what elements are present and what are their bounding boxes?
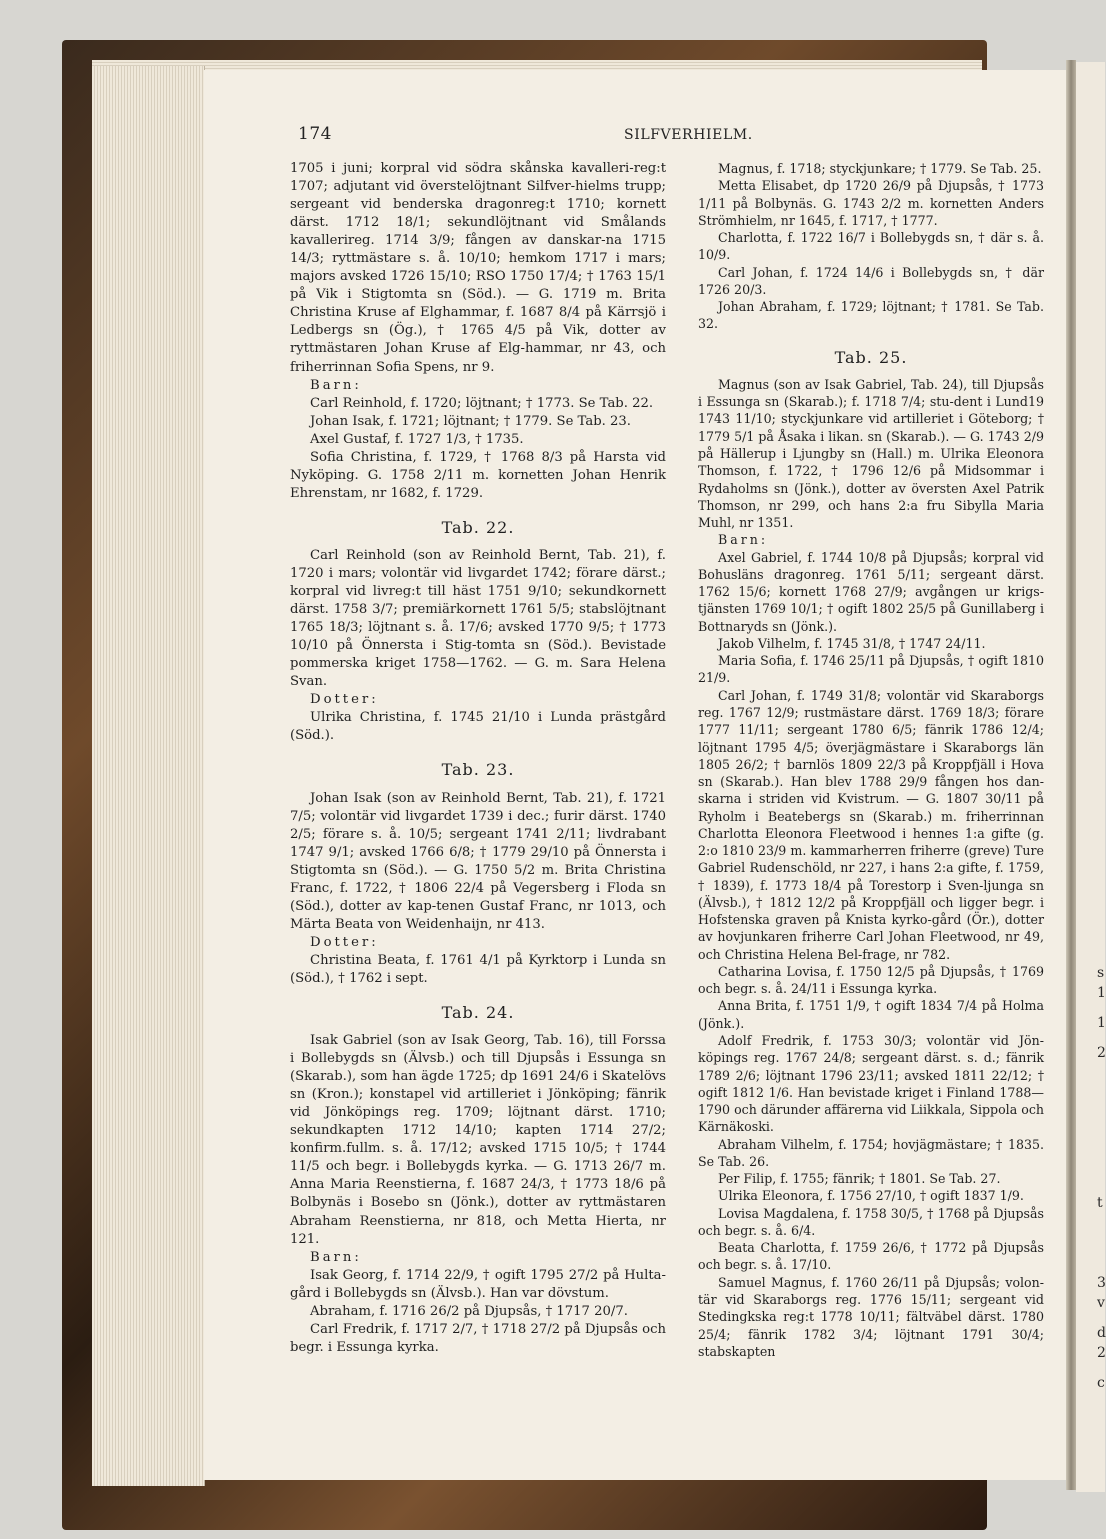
entry-paragraph: Magnus, f. 1718; styckjunkare; † 1779. Se Tab. 25. (718, 161, 1042, 176)
entry-paragraph: Abraham, f. 1716 26/2 på Djupsås, † 1717 20/7. (310, 1303, 628, 1319)
entry-paragraph: Anna Brita, f. 1751 1/9, † ogift 1834 7/4 på Holma (Jönk.). (698, 998, 1044, 1031)
entry-paragraph: Adolf Fredrik, f. 1753 30/3; volontär vid Jön-köpings reg. 1767 24/8; sergeant därst. s. d.; fänrik 1789 2/6; löjtnant 1796 23/11; avsked 1811 22/12; † ogift 1812 1/6. Han bevistade kriget i Finland 1788—1790 och därunder affärerna vid Liikkala, Sippola och Kärnäkoski. (698, 1033, 1044, 1135)
entry-paragraph: Carl Johan, f. 1724 14/6 i Bollebygds sn, † där 1726 20/3. (698, 264, 1044, 297)
table-heading: Tab. 23. (441, 760, 515, 780)
entry-paragraph: Carl Reinhold, f. 1720; löjtnant; † 1773. Se Tab. 22. (310, 395, 654, 411)
section-label: Barn: (718, 532, 769, 548)
entry-paragraph: Abraham Vilhelm, f. 1754; hovjägmästare; † 1835. Se Tab. 26. (698, 1136, 1044, 1169)
entry-paragraph: 1705 i juni; korpral vid södra skånska kavalleri-reg:t 1707; adjutant vid överstelöjtnant Silfver-hielms trupp; sergeant vid benderska dragonreg:t 1710; kornett därst. 1712 18/1; sekundlöjtnant vid Smålands kavallerireg. 1714 3/9; fången av danskar-na 1715 14/3; ryttmästare s. å. 10/10; hemkom 1717 i mars; majors avsked 1726 15/10; RSO 1750 17/4; † 1763 15/1 på Vik i Stigtomta sn (Söd.). — G. 1719 m. Brita Christina Kruse af Elghammar, f. 1687 8/4 på Kärrsjö i Ledbergs sn (Ög.), † 1765 4/5 på Vik, dotter av ryttmästaren Johan Kruse af Elg-hammar, nr 43, och friherrinnan Sofia Spens, nr 9. (290, 161, 666, 375)
section-label: Barn: (310, 1249, 362, 1265)
entry-paragraph: Sofia Christina, f. 1729, † 1768 8/3 på Harsta vid Nyköping. G. 1758 2/11 m. kornetten Johan Henrik Ehrenstam, nr 1682, f. 1729. (290, 449, 666, 501)
next-page-fragment: 1 (1097, 1015, 1106, 1031)
entry-paragraph: Axel Gustaf, f. 1727 1/3, † 1735. (310, 431, 524, 447)
entry-paragraph: Johan Isak (son av Reinhold Bernt, Tab. 21), f. 1721 7/5; volontär vid livgardet 1739 i dec.; furir därst. 1740 2/5; förare s. å. 10/5; sergeant 1741 2/11; livdrabant 1747 9/1; avsked 1766 6/8; † 1779 29/10 på Önnersta i Stigtomta sn (Söd.). — G. 1750 5/2 m. Brita Christina Franc, f. 1722, † 1806 22/4 på Vegersberg i Floda sn (Söd.), dotter av kap-tenen Gustaf Franc, nr 1013, och Märta Beata von Weidenhaijn, nr 413. (290, 790, 666, 932)
next-page-fragment: s (1097, 965, 1105, 981)
entry-paragraph: Isak Gabriel (son av Isak Georg, Tab. 16), till Forssa i Bollebygds sn (Älvsb.) och till Djupsås i Essunga sn (Skarab.), som han ägde 1725; dp 1691 24/6 i Skatelövs sn (Kron.); konstapel vid artilleriet i Jönköping; fänrik vid Jönköpings reg. 1709; löjtnant därst. 1710; sekundkapten 1712 14/10; kapten 1714 27/2; konfirm.fullm. s. å. 17/12; avsked 1715 10/5; † 1744 11/5 och begr. i Bollebygds kyrka. — G. 1713 26/7 m. Anna Maria Reenstierna, f. 1687 24/3, † 1773 18/6 på Bolbynäs i Bosebo sn (Jönk.), dotter av ryttmästaren Abraham Reenstierna, nr 818, och Metta Hierta, nr 121. (290, 1033, 666, 1247)
page-stack-side-edge (92, 66, 205, 1486)
entry-paragraph: Maria Sofia, f. 1746 25/11 på Djupsås, † ogift 1810 21/9. (698, 653, 1044, 686)
running-title: SILFVERHIELM. (624, 127, 753, 143)
entry-paragraph: Per Filip, f. 1755; fänrik; † 1801. Se Tab. 27. (718, 1171, 1001, 1187)
entry-paragraph: Ulrika Christina, f. 1745 21/10 i Lunda prästgård (Söd.). (290, 710, 666, 744)
next-page-fragment: d (1097, 1325, 1106, 1341)
right-text-column (698, 160, 1044, 1360)
entry-paragraph: Carl Johan, f. 1749 31/8; volontär vid Skaraborgs reg. 1767 12/9; rustmästare därst. 1769 18/3; förare 1777 11/11; sergeant 1780 6/5; fänrik 1786 12/4; löjtnant 1795 4/5; överjägmästare i Skaraborgs län 1805 26/2; † barnlös 1809 22/3 på Kroppfjäll i Hova sn (Skarab.). Han blev 1788 29/9 fången hos dan-skarna i striden vid Kvistrum. — G. 1807 30/11 på Ryholm i Beatebergs sn (Skarab.) m. friherrinnan Charlotta Eleonora Fleetwood i hennes 1:a gifte (g. 2:o 1810 23/9 m. kammarherren friherre (greve) Ture Gabriel Rudenschöld, nr 227, i hans 2:a gifte, f. 1759, † 1839), f. 1773 18/4 på Torestorp i Sven-ljunga sn (Älvsb.), † 1812 12/2 på Kroppfjäll och ligger begr. i Hofstenska graven på Knista kyrko-gård (Ör.), dotter av hovjunkaren friherre Carl Johan Fleetwood, nr 49, och Christina Helena Bel-frage, nr 782. (698, 687, 1044, 962)
entry-paragraph: Carl Fredrik, f. 1717 2/7, † 1718 27/2 på Djupsås och begr. i Essunga kyrka. (290, 1321, 666, 1355)
entry-paragraph: Carl Reinhold (son av Reinhold Bernt, Tab. 21), f. 1720 i mars; volontär vid livgardet 1742; förare därst.; korpral vid livreg:t till häst 1751 9/10; sekundkornett därst. 1758 3/7; premiärkornett 1761 5/5; stabslöjtnant 1765 18/3; löjtnant s. å. 17/6; avsked 1770 9/5; † 1773 10/10 på Önnersta i Stig-tomta sn (Söd.). Bevistade pommerska kriget 1758—1762. — G. m. Sara Helena Svan. (290, 547, 666, 690)
table-heading: Tab. 24. (441, 1003, 515, 1023)
entry-paragraph: Jakob Vilhelm, f. 1745 31/8, † 1747 24/11. (718, 635, 986, 651)
next-page-fragment: 1 (1097, 985, 1106, 1001)
entry-paragraph: Metta Elisabet, dp 1720 26/9 på Djupsås, † 1773 1/11 på Bolbynäs. G. 1743 2/2 m. kornetten Anders Strömhielm, nr 1645, f. 1717, † 1777. (698, 178, 1044, 228)
next-page-fragment: t (1097, 1195, 1103, 1211)
next-page-fragment: c (1097, 1375, 1105, 1391)
table-heading: Tab. 22. (441, 517, 515, 537)
table-heading: Tab. 25. (834, 347, 908, 367)
entry-paragraph: Samuel Magnus, f. 1760 26/11 på Djupsås; volon-tär vid Skaraborgs reg. 1776 15/11; sergeant vid Stedingkska reg:t 1778 10/11; fältväbel därst. 1780 25/4; fänrik 1782 3/4; löjtnant 1791 30/4; stabskapten (698, 1274, 1044, 1359)
left-text-column (290, 160, 666, 1357)
next-page-fragment: v (1097, 1295, 1105, 1311)
page-number: 174 (298, 124, 332, 144)
entry-paragraph: Johan Isak, f. 1721; löjtnant; † 1779. Se Tab. 23. (310, 413, 631, 429)
entry-paragraph: Axel Gabriel, f. 1744 10/8 på Djupsås; korpral vid Bohusläns dragonreg. 1761 5/11; sergeant därst. 1762 15/6; kornett 1768 27/9; avgången ur krigs-tjänsten 1769 10/1; † ogift 1802 25/5 på Gunillaberg i Bottnaryds sn (Jönk.). (698, 549, 1044, 634)
section-label: Barn: (310, 377, 362, 393)
next-page-fragment: 2 (1097, 1045, 1106, 1061)
section-label: Dotter: (310, 692, 379, 708)
entry-paragraph: Lovisa Magdalena, f. 1758 30/5, † 1768 på Djupsås och begr. s. å. 6/4. (698, 1205, 1044, 1238)
entry-paragraph: Beata Charlotta, f. 1759 26/6, † 1772 på Djupsås och begr. s. å. 17/10. (698, 1240, 1044, 1273)
entry-paragraph: Charlotta, f. 1722 16/7 i Bollebygds sn, † där s. å. 10/9. (698, 230, 1044, 263)
book-gutter (1066, 60, 1076, 1490)
next-page-fragment: 3 (1097, 1275, 1106, 1291)
section-label: Dotter: (310, 934, 379, 950)
entry-paragraph: Catharina Lovisa, f. 1750 12/5 på Djupsås, † 1769 och begr. s. å. 24/11 i Essunga kyrka. (698, 963, 1044, 997)
entry-paragraph: Magnus (son av Isak Gabriel, Tab. 24), till Djupsås i Essunga sn (Skarab.); f. 1718 7/4; stu-dent i Lund19 1743 11/10; styckjunkare vid artilleriet i Göteborg; † 1779 5/1 på Åsaka i likan. sn (Skarab.). — G. 1743 2/9 på Hällerup i Ljungby sn (Hall.) m. Ulrika Eleonora Thomson, f. 1722, † 1796 12/6 på Midsommar i Rydaholms sn (Jönk.), dotter av översten Axel Patrik Thomson, nr 299, och hans 2:a fru Sibylla Maria Muhl, nr 1351. (698, 376, 1044, 531)
entry-paragraph: Christina Beata, f. 1761 4/1 på Kyrktorp i Lunda sn (Söd.), † 1762 i sept. (290, 952, 666, 986)
entry-paragraph: Isak Georg, f. 1714 22/9, † ogift 1795 27/2 på Hulta-gård i Bollebygds sn (Älvsb.). Han var dövstum. (290, 1267, 666, 1301)
next-page-fragment: 2 (1097, 1345, 1106, 1361)
entry-paragraph: Ulrika Eleonora, f. 1756 27/10, † ogift 1837 1/9. (718, 1188, 1024, 1204)
entry-paragraph: Johan Abraham, f. 1729; löjtnant; † 1781. Se Tab. 32. (698, 299, 1044, 332)
